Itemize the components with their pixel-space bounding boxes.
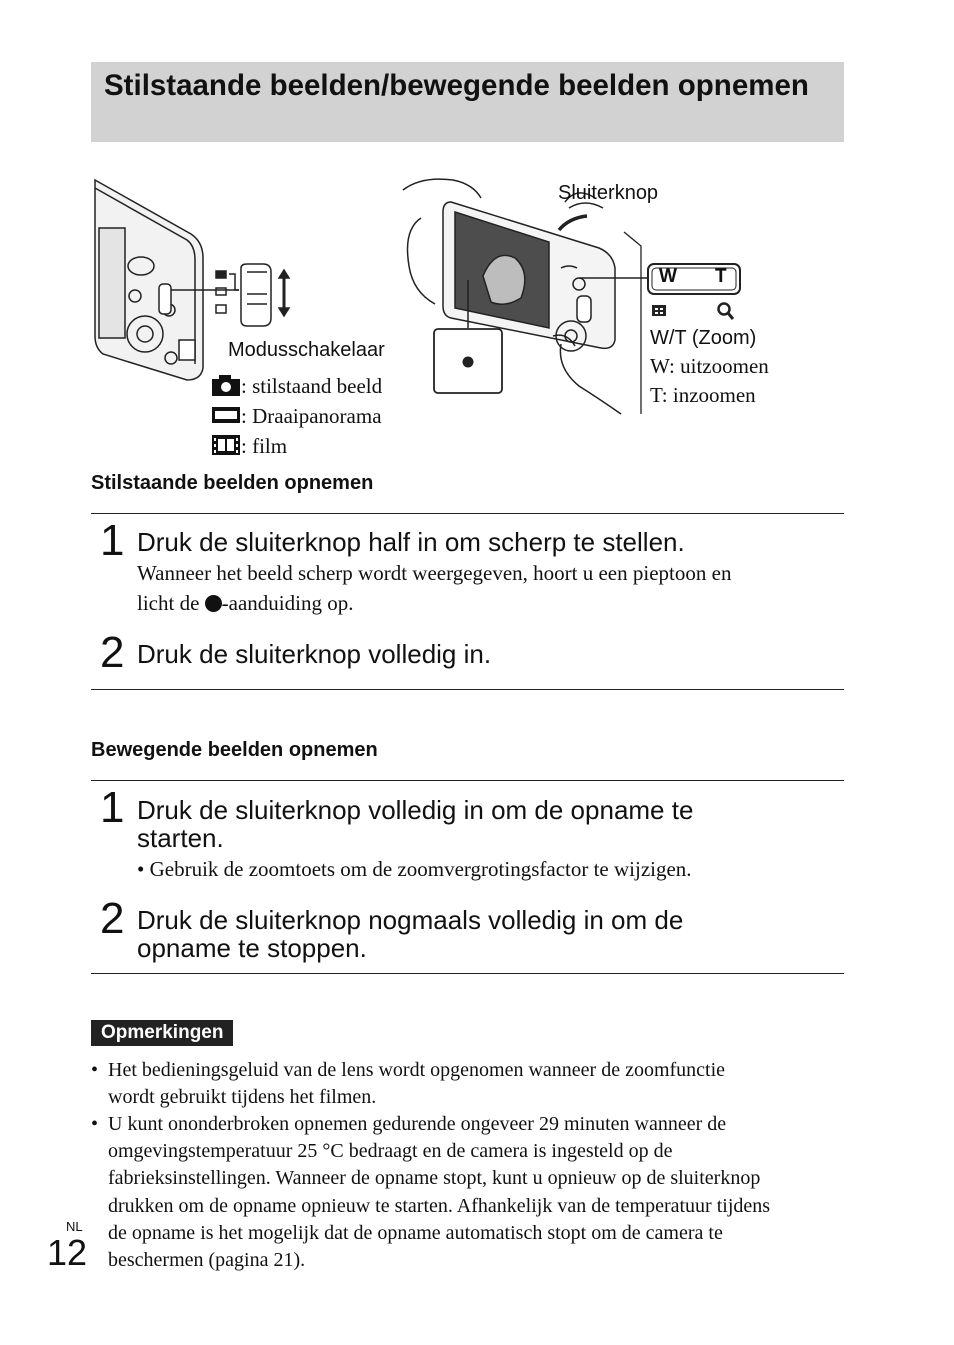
camera-side-view	[95, 180, 203, 380]
shutter-label: Sluiterknop	[558, 182, 659, 204]
still-step1-title: Druk de sluiterknop half in om scherp te stellen.	[137, 527, 685, 557]
zoom-w-letter: W	[659, 266, 677, 287]
still-step2-title: Druk de sluiterknop volledig in.	[137, 639, 492, 669]
movie-step2-title-b: opname te stoppen.	[137, 933, 367, 963]
page-title	[104, 70, 809, 101]
notes-tag: Opmerkingen	[91, 1020, 233, 1046]
note-2-line: drukken om de opname opnieuw te starten. Afhankelijk van de temperatuur tijdens	[108, 1194, 771, 1217]
mode-panorama-text: : Draaipanorama	[241, 404, 382, 428]
note-2-line: U kunt ononderbroken opnemen gedurende ongeveer 29 minuten wanneer de	[108, 1113, 727, 1135]
still-step1-number: 1	[100, 516, 125, 565]
note-1	[91, 1057, 851, 1111]
shutter-pointer	[559, 216, 587, 230]
divider	[91, 513, 844, 514]
camera-icon	[211, 374, 241, 396]
zoom-w-text: W: uitzoomen	[650, 354, 769, 378]
mode-film	[211, 434, 287, 459]
note-2-line: beschermen (pagina 21).	[108, 1249, 306, 1272]
note-1-line: Het bedieningsgeluid van de lens wordt opgenomen wanneer de zoomfunctie	[108, 1059, 726, 1081]
camera-illustration	[91, 168, 851, 468]
focus-dot-icon	[205, 595, 222, 612]
divider	[91, 973, 844, 974]
still-step1-body-b-post: -aanduiding op.	[221, 591, 354, 615]
still-step1-body-b	[137, 588, 353, 618]
camera-drawing	[91, 168, 851, 468]
movie-step2-title-a: Druk de sluiterknop nogmaals volledig in om de	[137, 905, 684, 935]
note-2-line: fabrieksinstellingen. Wanneer de opname stopt, kunt u opnieuw op de sluiterknop	[108, 1167, 761, 1190]
still-step2-number: 2	[100, 628, 125, 677]
note-1-bullet: •	[91, 1059, 99, 1081]
page-number: 12	[47, 1232, 88, 1273]
note-2-bullet: •	[91, 1113, 99, 1135]
page-language: NL	[66, 1219, 83, 1234]
movie-heading: Bewegende beelden opnemen	[91, 739, 378, 761]
panorama-icon	[211, 404, 241, 426]
film-icon	[211, 434, 241, 456]
zoom-t-text: T: inzoomen	[650, 383, 756, 407]
movie-step1-number: 1	[100, 783, 125, 832]
movie-step2-number: 2	[100, 894, 125, 943]
note-1-line: wordt gebruikt tijdens het filmen.	[108, 1086, 377, 1109]
zoom-label: W/T (Zoom)	[650, 327, 757, 349]
mode-still-text: : stilstaand beeld	[241, 374, 383, 398]
mode-switch-label: Modusschakelaar	[228, 339, 385, 361]
divider	[91, 780, 844, 781]
page-title-text: Stilstaande beelden/bewegende beelden opnemen	[104, 69, 809, 102]
mode-film-text: : film	[241, 434, 288, 458]
mode-panorama	[211, 404, 382, 429]
zoom-t-letter: T	[715, 266, 727, 287]
still-step1-body-a: Wanneer het beeld scherp wordt weergegeven, hoort u een pieptoon en	[137, 561, 732, 585]
note-2-line: de opname is het mogelijk dat de opname automatisch stopt om de camera te	[108, 1221, 723, 1244]
title-bar	[91, 62, 844, 142]
still-heading: Stilstaande beelden opnemen	[91, 472, 374, 494]
divider	[91, 689, 844, 690]
note-2-line: omgevingstemperatuur 25 °C bedraagt en de camera is ingesteld op de	[108, 1140, 673, 1163]
mode-switch-detail	[216, 264, 289, 326]
movie-step1-bullet: • Gebruik de zoomtoets om de zoomvergrotingsfactor te wijzigen.	[137, 857, 692, 881]
movie-step1-title-a: Druk de sluiterknop volledig in om de opname te	[137, 795, 694, 825]
movie-step1-title-b: starten.	[137, 823, 224, 853]
still-step1-body-b-pre: licht de	[137, 591, 205, 615]
mode-still	[211, 374, 382, 399]
note-2	[91, 1111, 851, 1274]
